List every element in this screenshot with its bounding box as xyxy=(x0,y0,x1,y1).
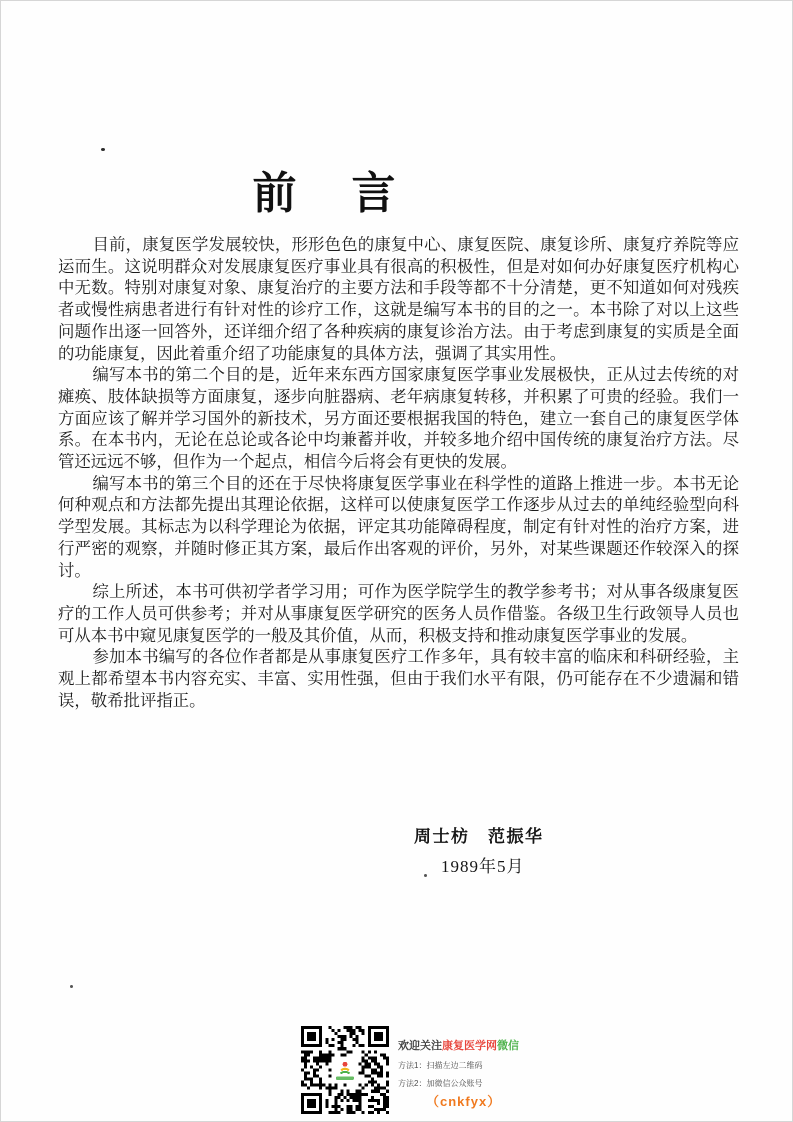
signature-date: 1989年5月 xyxy=(441,857,525,876)
wechat-account-id: （cnkfyx） xyxy=(426,1094,502,1109)
footer-method-1: 方法1：扫描左边二维码 xyxy=(398,1061,483,1070)
preface-body xyxy=(58,234,739,711)
wechat-promo-footer xyxy=(301,1026,519,1114)
page-title: 前 言 xyxy=(252,169,398,218)
scan-speck xyxy=(424,874,427,877)
scan-speck xyxy=(101,148,105,151)
preface-paragraph: 编写本书的第三个目的还在于尽快将康复医学事业在科学性的道路上推进一步。本书无论何种观点和方法都先提出其理论依据，这样可以使康复医学工作逐步从过去的单纯经验型向科学型发展。其标志为以科学理论为依据，评定其功能障碍程度，制定有针对性的治疗方案，进行严密的观察，并随时修正其方案，最后作出客观的评价，另外，对某些课题还作较深入的探讨。 xyxy=(58,473,739,580)
headline-prefix: 欢迎关注 xyxy=(398,1040,442,1052)
qr-code-icon xyxy=(301,1026,389,1114)
footer-method-2: 方法2：加微信公众账号 xyxy=(398,1079,483,1088)
author-names: 周士枋 范振华 xyxy=(414,827,544,846)
preface-paragraph: 目前，康复医学发展较快，形形色色的康复中心、康复医院、康复诊所、康复疗养院等应运而生。这说明群众对发展康复医疗事业具有很高的积极性，但是对如何办好康复医疗机构心中无数。特别对康复对象、康复治疗的主要方法和手段等都不十分清楚，更不知道如何对残疾者或慢性病患者进行有针对性的诊疗工作，这就是编写本书的目的之一。本书除了对以上这些问题作出逐一回答外，还详细介绍了各种疾病的康复诊治方法。由于考虑到康复的实质是全面的功能康复，因此着重介绍了功能康复的具体方法，强调了其实用性。 xyxy=(58,235,739,363)
footer-headline xyxy=(398,1037,519,1053)
footer-text-block xyxy=(398,1026,519,1114)
scan-speck xyxy=(70,985,73,988)
preface-paragraph: 参加本书编写的各位作者都是从事康复医疗工作多年，具有较丰富的临床和科研经验，主观上都希望本书内容充实、丰富、实用性强，但由于我们水平有限，仍可能存在不少遗漏和错误，敬希批评指正。 xyxy=(58,647,739,710)
headline-suffix: 微信 xyxy=(497,1040,519,1052)
headline-brand: 康复医学网 xyxy=(442,1040,497,1052)
preface-paragraph: 编写本书的第二个目的是，近年来东西方国家康复医学事业发展极快，正从过去传统的对瘫痪、肢体缺损等方面康复，逐步向脏器病、老年病康复转移，并积累了可贵的经验。我们一方面应该了解并学习国外的新技术，另方面还要根据我国的特色，建立一套自己的康复医学体系。在本书内，无论在总论或各论中均兼蓄并收，并较多地介绍中国传统的康复治疗方法。尽管还远远不够，但作为一个起点，相信今后将会有更快的发展。 xyxy=(58,365,739,472)
signature-block xyxy=(414,822,544,877)
preface-paragraph: 综上所述，本书可供初学者学习用；可作为医学院学生的教学参考书；对从事各级康复医疗的工作人员可供参考；并对从事康复医学研究的医务人员作借鉴。各级卫生行政领导人员也可从本书中窥见康复医学的一般及其价值，从而，积极支持和推动康复医学事业的发展。 xyxy=(58,582,739,645)
